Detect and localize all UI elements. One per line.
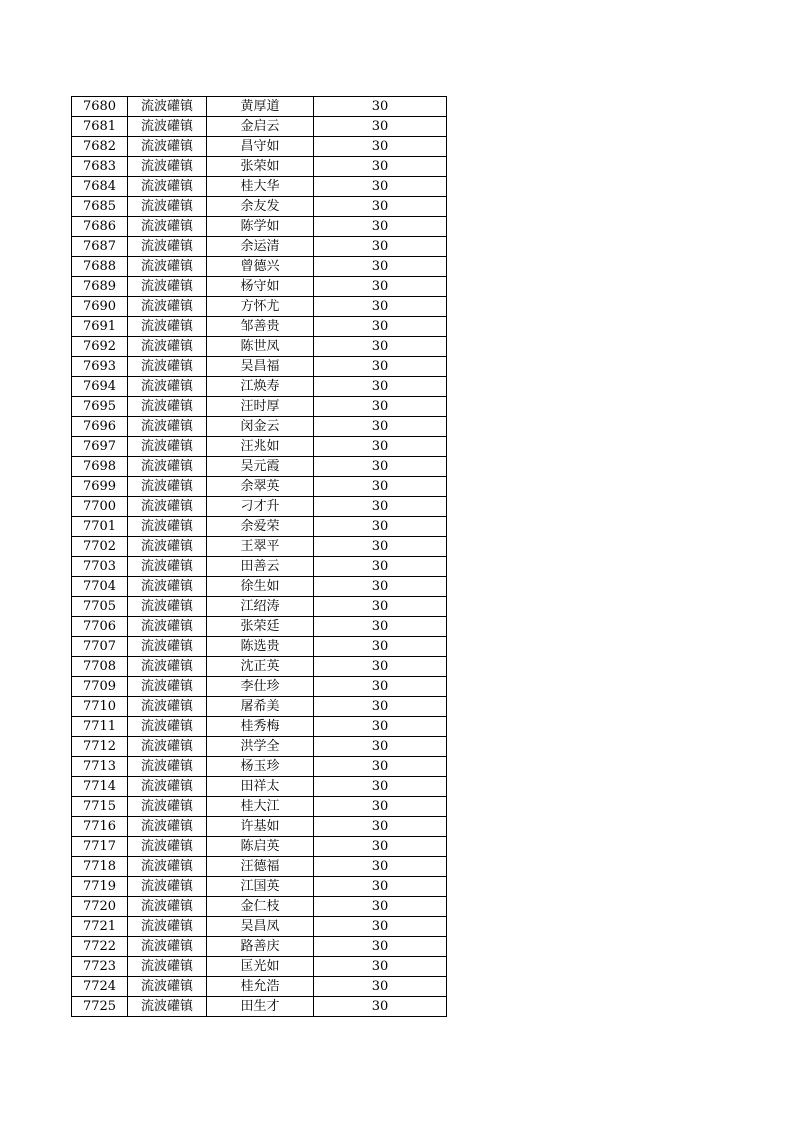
cell-number: 7688 [72, 257, 128, 277]
cell-amount: 30 [314, 997, 447, 1017]
cell-name: 汪时厚 [207, 397, 314, 417]
cell-amount: 30 [314, 597, 447, 617]
data-table [71, 96, 447, 1017]
table-row [72, 97, 447, 117]
cell-number: 7684 [72, 177, 128, 197]
cell-name: 余爱荣 [207, 517, 314, 537]
cell-amount: 30 [314, 417, 447, 437]
cell-number: 7719 [72, 877, 128, 897]
cell-number: 7696 [72, 417, 128, 437]
cell-name: 徐生如 [207, 577, 314, 597]
cell-number: 7690 [72, 297, 128, 317]
cell-amount: 30 [314, 957, 447, 977]
cell-number: 7680 [72, 97, 128, 117]
cell-amount: 30 [314, 437, 447, 457]
cell-town: 流波礶镇 [128, 397, 207, 417]
cell-town: 流波礶镇 [128, 977, 207, 997]
cell-name: 吴昌凤 [207, 917, 314, 937]
cell-name: 金启云 [207, 117, 314, 137]
cell-number: 7712 [72, 737, 128, 757]
table-row [72, 237, 447, 257]
table-row [72, 297, 447, 317]
cell-town: 流波礶镇 [128, 137, 207, 157]
cell-name: 桂秀梅 [207, 717, 314, 737]
cell-amount: 30 [314, 637, 447, 657]
table-row [72, 617, 447, 637]
table-row [72, 557, 447, 577]
table-row [72, 717, 447, 737]
cell-town: 流波礶镇 [128, 937, 207, 957]
cell-town: 流波礶镇 [128, 797, 207, 817]
table-row [72, 537, 447, 557]
cell-name: 杨守如 [207, 277, 314, 297]
cell-number: 7716 [72, 817, 128, 837]
cell-number: 7704 [72, 577, 128, 597]
cell-number: 7709 [72, 677, 128, 697]
cell-amount: 30 [314, 337, 447, 357]
cell-number: 7694 [72, 377, 128, 397]
cell-amount: 30 [314, 577, 447, 597]
table-row [72, 997, 447, 1017]
cell-town: 流波礶镇 [128, 537, 207, 557]
cell-number: 7692 [72, 337, 128, 357]
cell-town: 流波礶镇 [128, 897, 207, 917]
cell-name: 屠希美 [207, 697, 314, 717]
cell-number: 7713 [72, 757, 128, 777]
cell-amount: 30 [314, 137, 447, 157]
cell-amount: 30 [314, 357, 447, 377]
cell-name: 田善云 [207, 557, 314, 577]
cell-amount: 30 [314, 457, 447, 477]
cell-town: 流波礶镇 [128, 737, 207, 757]
cell-number: 7699 [72, 477, 128, 497]
cell-town: 流波礶镇 [128, 317, 207, 337]
cell-name: 张荣如 [207, 157, 314, 177]
cell-town: 流波礶镇 [128, 157, 207, 177]
cell-town: 流波礶镇 [128, 257, 207, 277]
cell-name: 李仕珍 [207, 677, 314, 697]
cell-number: 7702 [72, 537, 128, 557]
table-row [72, 797, 447, 817]
cell-number: 7683 [72, 157, 128, 177]
cell-number: 7714 [72, 777, 128, 797]
cell-name: 余翠英 [207, 477, 314, 497]
cell-number: 7705 [72, 597, 128, 617]
table-row [72, 697, 447, 717]
cell-town: 流波礶镇 [128, 357, 207, 377]
cell-amount: 30 [314, 897, 447, 917]
cell-town: 流波礶镇 [128, 477, 207, 497]
cell-amount: 30 [314, 817, 447, 837]
cell-town: 流波礶镇 [128, 277, 207, 297]
cell-amount: 30 [314, 557, 447, 577]
cell-amount: 30 [314, 857, 447, 877]
cell-name: 曾德兴 [207, 257, 314, 277]
cell-amount: 30 [314, 617, 447, 637]
cell-number: 7708 [72, 657, 128, 677]
cell-name: 陈选贵 [207, 637, 314, 657]
table-row [72, 417, 447, 437]
table-row [72, 197, 447, 217]
cell-number: 7687 [72, 237, 128, 257]
table-row [72, 437, 447, 457]
cell-number: 7706 [72, 617, 128, 637]
cell-amount: 30 [314, 277, 447, 297]
table-row [72, 977, 447, 997]
cell-name: 杨玉珍 [207, 757, 314, 777]
cell-name: 陈启英 [207, 837, 314, 857]
cell-name: 金仁枝 [207, 897, 314, 917]
cell-name: 匡光如 [207, 957, 314, 977]
cell-town: 流波礶镇 [128, 517, 207, 537]
cell-town: 流波礶镇 [128, 437, 207, 457]
cell-number: 7698 [72, 457, 128, 477]
cell-town: 流波礶镇 [128, 117, 207, 137]
cell-amount: 30 [314, 917, 447, 937]
cell-name: 吴元霞 [207, 457, 314, 477]
cell-town: 流波礶镇 [128, 337, 207, 357]
cell-town: 流波礶镇 [128, 777, 207, 797]
cell-name: 沈正英 [207, 657, 314, 677]
cell-name: 方怀尤 [207, 297, 314, 317]
table-row [72, 877, 447, 897]
cell-amount: 30 [314, 977, 447, 997]
cell-town: 流波礶镇 [128, 717, 207, 737]
cell-amount: 30 [314, 737, 447, 757]
table-row [72, 637, 447, 657]
cell-town: 流波礶镇 [128, 97, 207, 117]
cell-amount: 30 [314, 837, 447, 857]
cell-town: 流波礶镇 [128, 917, 207, 937]
cell-name: 江国英 [207, 877, 314, 897]
cell-town: 流波礶镇 [128, 377, 207, 397]
table-row [72, 457, 447, 477]
cell-number: 7697 [72, 437, 128, 457]
cell-amount: 30 [314, 497, 447, 517]
cell-name: 余友发 [207, 197, 314, 217]
table-row [72, 337, 447, 357]
cell-amount: 30 [314, 757, 447, 777]
cell-amount: 30 [314, 217, 447, 237]
cell-amount: 30 [314, 177, 447, 197]
cell-name: 余运清 [207, 237, 314, 257]
cell-name: 昌守如 [207, 137, 314, 157]
cell-amount: 30 [314, 377, 447, 397]
cell-number: 7715 [72, 797, 128, 817]
cell-number: 7693 [72, 357, 128, 377]
table-row [72, 357, 447, 377]
cell-amount: 30 [314, 657, 447, 677]
cell-amount: 30 [314, 297, 447, 317]
cell-name: 路善庆 [207, 937, 314, 957]
table-row [72, 177, 447, 197]
table-row [72, 957, 447, 977]
cell-number: 7707 [72, 637, 128, 657]
cell-number: 7711 [72, 717, 128, 737]
cell-town: 流波礶镇 [128, 177, 207, 197]
cell-number: 7686 [72, 217, 128, 237]
cell-town: 流波礶镇 [128, 877, 207, 897]
cell-number: 7718 [72, 857, 128, 877]
cell-amount: 30 [314, 777, 447, 797]
cell-name: 吴昌福 [207, 357, 314, 377]
cell-town: 流波礶镇 [128, 697, 207, 717]
cell-number: 7681 [72, 117, 128, 137]
cell-amount: 30 [314, 537, 447, 557]
table-row [72, 917, 447, 937]
cell-name: 邹善贵 [207, 317, 314, 337]
cell-amount: 30 [314, 157, 447, 177]
table-body [72, 97, 447, 1017]
cell-town: 流波礶镇 [128, 757, 207, 777]
table-row [72, 837, 447, 857]
cell-number: 7710 [72, 697, 128, 717]
cell-name: 陈学如 [207, 217, 314, 237]
cell-name: 陈世凤 [207, 337, 314, 357]
cell-town: 流波礶镇 [128, 557, 207, 577]
cell-amount: 30 [314, 697, 447, 717]
cell-town: 流波礶镇 [128, 237, 207, 257]
cell-town: 流波礶镇 [128, 857, 207, 877]
cell-town: 流波礶镇 [128, 597, 207, 617]
table-row [72, 657, 447, 677]
cell-name: 汪兆如 [207, 437, 314, 457]
table-row [72, 257, 447, 277]
cell-amount: 30 [314, 257, 447, 277]
table-row [72, 117, 447, 137]
cell-amount: 30 [314, 477, 447, 497]
table-row [72, 757, 447, 777]
cell-amount: 30 [314, 517, 447, 537]
cell-number: 7724 [72, 977, 128, 997]
table-row [72, 597, 447, 617]
table-row [72, 157, 447, 177]
table-row [72, 317, 447, 337]
cell-number: 7701 [72, 517, 128, 537]
cell-name: 江绍涛 [207, 597, 314, 617]
cell-town: 流波礶镇 [128, 617, 207, 637]
cell-name: 汪德福 [207, 857, 314, 877]
table-row [72, 397, 447, 417]
cell-number: 7703 [72, 557, 128, 577]
cell-name: 洪学全 [207, 737, 314, 757]
cell-town: 流波礶镇 [128, 817, 207, 837]
cell-name: 桂允浩 [207, 977, 314, 997]
cell-town: 流波礶镇 [128, 197, 207, 217]
table-row [72, 737, 447, 757]
cell-amount: 30 [314, 197, 447, 217]
table-row [72, 497, 447, 517]
cell-name: 田生才 [207, 997, 314, 1017]
cell-town: 流波礶镇 [128, 637, 207, 657]
cell-number: 7725 [72, 997, 128, 1017]
cell-town: 流波礶镇 [128, 297, 207, 317]
cell-name: 许基如 [207, 817, 314, 837]
cell-town: 流波礶镇 [128, 457, 207, 477]
cell-amount: 30 [314, 397, 447, 417]
cell-amount: 30 [314, 317, 447, 337]
cell-amount: 30 [314, 97, 447, 117]
cell-amount: 30 [314, 237, 447, 257]
cell-name: 闵金云 [207, 417, 314, 437]
cell-amount: 30 [314, 937, 447, 957]
cell-name: 江焕寿 [207, 377, 314, 397]
cell-number: 7720 [72, 897, 128, 917]
table-row [72, 517, 447, 537]
cell-number: 7717 [72, 837, 128, 857]
cell-number: 7689 [72, 277, 128, 297]
cell-number: 7695 [72, 397, 128, 417]
cell-amount: 30 [314, 797, 447, 817]
cell-name: 桂大江 [207, 797, 314, 817]
cell-town: 流波礶镇 [128, 217, 207, 237]
cell-number: 7721 [72, 917, 128, 937]
table-row [72, 377, 447, 397]
cell-name: 桂大华 [207, 177, 314, 197]
table-row [72, 277, 447, 297]
cell-amount: 30 [314, 677, 447, 697]
table-row [72, 817, 447, 837]
table-row [72, 857, 447, 877]
cell-town: 流波礶镇 [128, 677, 207, 697]
cell-number: 7691 [72, 317, 128, 337]
cell-town: 流波礶镇 [128, 417, 207, 437]
cell-town: 流波礶镇 [128, 657, 207, 677]
table-row [72, 217, 447, 237]
cell-name: 张荣廷 [207, 617, 314, 637]
table-row [72, 777, 447, 797]
cell-town: 流波礶镇 [128, 577, 207, 597]
table-row [72, 677, 447, 697]
cell-amount: 30 [314, 717, 447, 737]
cell-number: 7722 [72, 937, 128, 957]
cell-number: 7723 [72, 957, 128, 977]
cell-town: 流波礶镇 [128, 957, 207, 977]
cell-name: 黄厚道 [207, 97, 314, 117]
cell-name: 刁才升 [207, 497, 314, 517]
table-row [72, 577, 447, 597]
cell-name: 王翠平 [207, 537, 314, 557]
cell-number: 7700 [72, 497, 128, 517]
cell-number: 7682 [72, 137, 128, 157]
cell-amount: 30 [314, 117, 447, 137]
cell-town: 流波礶镇 [128, 497, 207, 517]
table-row [72, 477, 447, 497]
cell-town: 流波礶镇 [128, 997, 207, 1017]
table-row [72, 937, 447, 957]
table-row [72, 897, 447, 917]
cell-name: 田祥太 [207, 777, 314, 797]
cell-number: 7685 [72, 197, 128, 217]
cell-amount: 30 [314, 877, 447, 897]
cell-town: 流波礶镇 [128, 837, 207, 857]
table-row [72, 137, 447, 157]
